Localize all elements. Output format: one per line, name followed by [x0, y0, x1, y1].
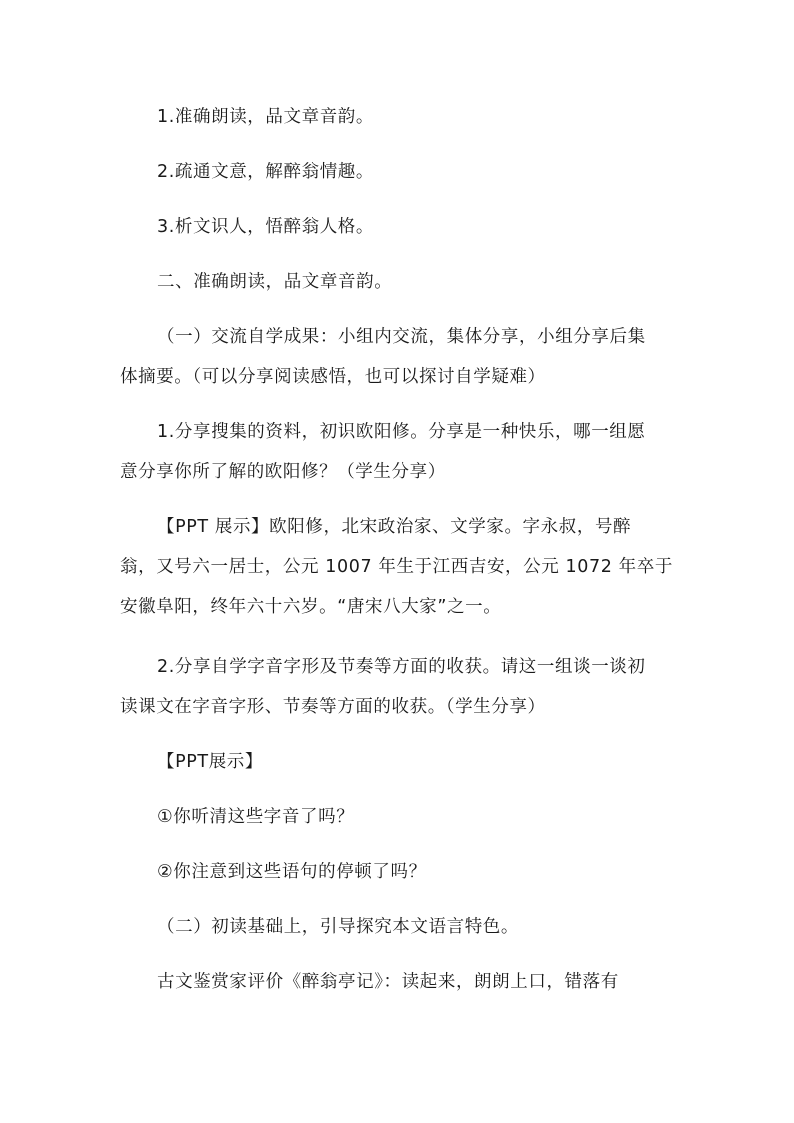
paragraph-line: 2.疏通文意，解醉翁情趣。: [157, 162, 374, 182]
objective-2: [120, 152, 676, 192]
paragraph-line: 体摘要。（可以分享阅读感悟，也可以探讨自学疑难）: [120, 367, 546, 387]
paragraph-line: 意分享你所了解的欧阳修？（学生分享）: [120, 462, 446, 482]
question-2: [120, 852, 676, 892]
ppt-display-heading: [120, 742, 676, 782]
subsection-2-heading: [120, 907, 676, 947]
objective-1: [120, 97, 676, 137]
question-1: [120, 797, 676, 837]
paragraph-line: 2.分享自学字音字形及节奏等方面的收获。请这一组谈一谈初: [157, 657, 646, 677]
objective-3: [120, 207, 676, 247]
paragraph-line: 【PPT 展示】欧阳修，北宋政治家、文学家。字永叔，号醉: [157, 517, 632, 537]
paragraph-line: 翁，又号六一居士，公元 1007 年生于江西吉安，公元 1072 年卒于: [120, 557, 673, 577]
share-pronunciation-paragraph: [120, 647, 676, 727]
paragraph-line: 古文鉴赏家评价《醉翁亭记》：读起来，朗朗上口，错落有: [157, 972, 619, 992]
subsection-1-paragraph: [120, 317, 676, 397]
paragraph-line: 二、准确朗读，品文章音韵。: [157, 272, 393, 292]
ppt-ouyangxiu-paragraph: [120, 507, 676, 627]
paragraph-line: 1.分享搜集的资料，初识欧阳修。分享是一种快乐，哪一组愿: [157, 422, 646, 442]
paragraph-line: （一）交流自学成果：小组内交流，集体分享，小组分享后集: [157, 327, 646, 347]
paragraph-line: 1.准确朗读，品文章音韵。: [157, 107, 374, 127]
evaluation-paragraph: [120, 962, 676, 1002]
paragraph-line: ②你注意到这些语句的停顿了吗？: [157, 862, 427, 882]
share-material-paragraph: [120, 412, 676, 492]
paragraph-line: 读课文在字音字形、节奏等方面的收获。（学生分享）: [120, 697, 546, 717]
paragraph-line: ①你听清这些字音了吗？: [157, 807, 355, 827]
paragraph-line: （二）初读基础上，引导探究本文语言特色。: [157, 917, 519, 937]
paragraph-line: 【PPT展示】: [157, 752, 263, 772]
paragraph-line: 3.析文识人，悟醉翁人格。: [157, 217, 374, 237]
section-heading-2: [120, 262, 676, 302]
paragraph-line: 安徽阜阳，终年六十六岁。“唐宋八大家”之一。: [120, 597, 502, 617]
